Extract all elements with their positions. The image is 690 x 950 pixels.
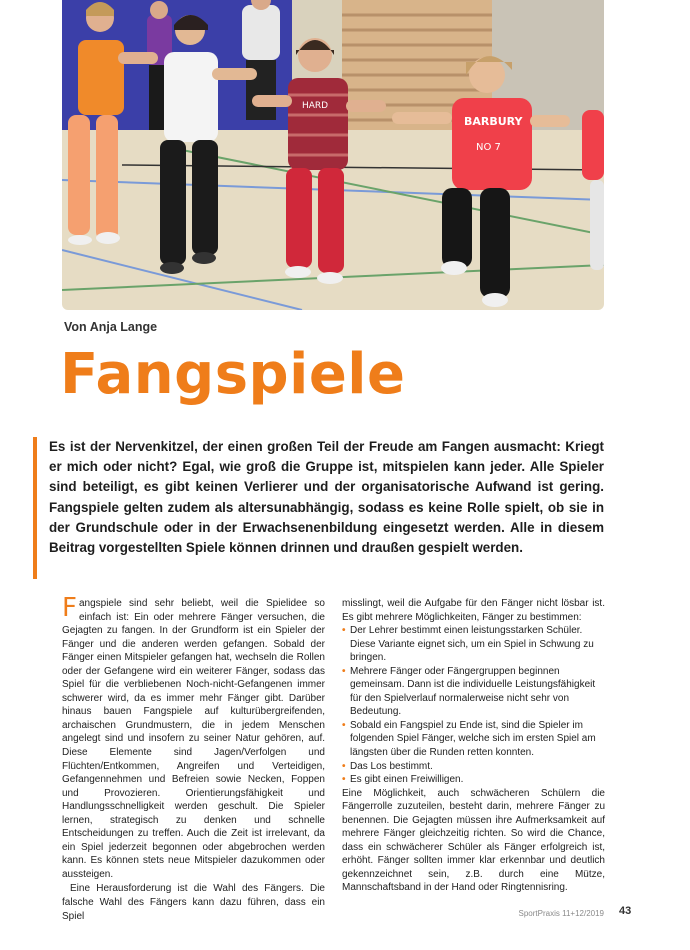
body-paragraph: [62, 593, 325, 881]
body-paragraph: Eine Herausforderung ist die Wahl des Fängers. Die falsche Wahl des Fängers kann dazu führen, dass ein Spiel: [62, 883, 325, 922]
list-item: • Der Lehrer bestimmt einen leistungsstarken Schüler. Diese Variante eignet sich, um ein Spiel in Schwung zu bringen.: [342, 625, 594, 664]
body-paragraph: misslingt, weil die Aufgabe für den Fänger nicht lösbar ist. Es gibt mehrere Möglichkeiten, Fänger zu bestimmen:: [342, 598, 605, 623]
list-item: • Das Los bestimmt.: [342, 760, 433, 772]
body-text: angspiele sind sehr beliebt, weil die Spielidee so einfach ist: Ein oder mehrere Fänger versuchen, die Gejagten zu fangen. In der Grundform ist ein Spieler der Fänger und die anderen werden gefangen. Sobald der Fänger einen Mitspieler gefangen hat, wechseln die Rollen oder der Gefangene wird ein weiterer Fänger, sodass das Spiel für die verbliebenen Noch-nicht-Gefangenen immer schwerer wird, da es immer mehr Fänger gibt. Darüber hinaus bauen Fangspiele auf kulturübergreifenden, archaischen Grundmustern, die in jedem Menschen angelegt sind und insofern zu seiner Natur gehören, auf. Diese Elemente sind Jagen/Verfolgen und Flüchten/Entkommen, Angreifen und Verteidigen, Gefangennehmen und Befreien sowie Necken, Foppen und Provozieren. Orientierungsfähigkeit und Handlungsschnelligkeit werden geschult. Die Spieler lernen, strategisch zu denken und schnelle Entscheidungen zu treffen. Auch die Zeit ist irrelevant, da ein Spiel jederzeit begonnen oder abgebrochen werden kann. Es können stets neue Mitspieler dazukommen oder aussteigen.: [62, 598, 325, 880]
bullet-icon: •: [342, 774, 346, 786]
list-item: • Es gibt einen Freiwilligen.: [342, 774, 464, 786]
list-item: • Mehrere Fänger oder Fängergruppen beginnen gemeinsam. Dann ist die individuelle Leistungsfähigkeit für den Spielverlauf normalerweise nicht sehr von Bedeutung.: [342, 665, 596, 718]
issue-number: 11+12/2019: [562, 909, 604, 918]
article-photo: [62, 0, 604, 310]
bullet-icon: •: [342, 625, 346, 637]
drop-cap: F: [62, 593, 77, 623]
body-column-right: [342, 597, 605, 895]
bullet-icon: •: [342, 665, 346, 677]
shirt-text-barbury: BARBURY: [464, 115, 523, 128]
body-paragraph: Eine Möglichkeit, auch schwächeren Schülern die Fängerrolle zuzuteilen, besteht darin, mehrere Fänger zu benennen. Die Gejagten müssen ihre Aufmerksamkeit auf mehrere Fänger gleichzeitig richten. So wird die Chance, dass ein schwächerer Schüler als Fänger erfolgreich ist, erhöht. Fänger sollten immer klar erkennbar und deutlich gekennzeichnet sein, z.B. durch eine Mütze, Mannschaftsband in der Hand oder Ringtennisring.: [342, 787, 605, 894]
page-number: 43: [619, 905, 632, 917]
author-byline: Von Anja Lange: [64, 320, 158, 334]
bullet-icon: •: [342, 719, 346, 731]
magazine-name: SportPraxis: [518, 909, 560, 918]
bullet-icon: •: [342, 760, 346, 772]
article-lead: Es ist der Nervenkitzel, der einen großen Teil der Freude am Fangen ausmacht: Kriegt er mich oder nicht? Egal, wie groß die Gruppe ist, mitspielen kann jeder. Alle Spieler sind beteiligt, es gibt keinen Verlierer und der organisatorische Aufwand ist gering. Fangspiele gelten zudem als altersunabhängig, sodass es keine Rolle spielt, ob sie in der Grundschule oder in der Erwachsenenbildung eingesetzt werden. Alle in diesem Beitrag vorgestellten Spiele können drinnen und draußen gespielt werden.: [49, 439, 604, 556]
list-item: • Sobald ein Fangspiel zu Ende ist, sind die Spieler im folgenden Spiel Fänger, welche sich im ersten Spiel am längsten über die Runden retten konnten.: [342, 719, 596, 759]
article-title: Fangspiele: [60, 342, 406, 407]
fanger-options-list: [342, 624, 605, 787]
children-playing-photo: [62, 0, 604, 310]
shirt-text-no7: NO 7: [476, 142, 501, 153]
body-column-left: [62, 593, 325, 923]
shirt-text-hard: HARD: [302, 101, 329, 111]
lead-accent-bar: [33, 437, 37, 579]
footer-magazine: [519, 909, 605, 918]
